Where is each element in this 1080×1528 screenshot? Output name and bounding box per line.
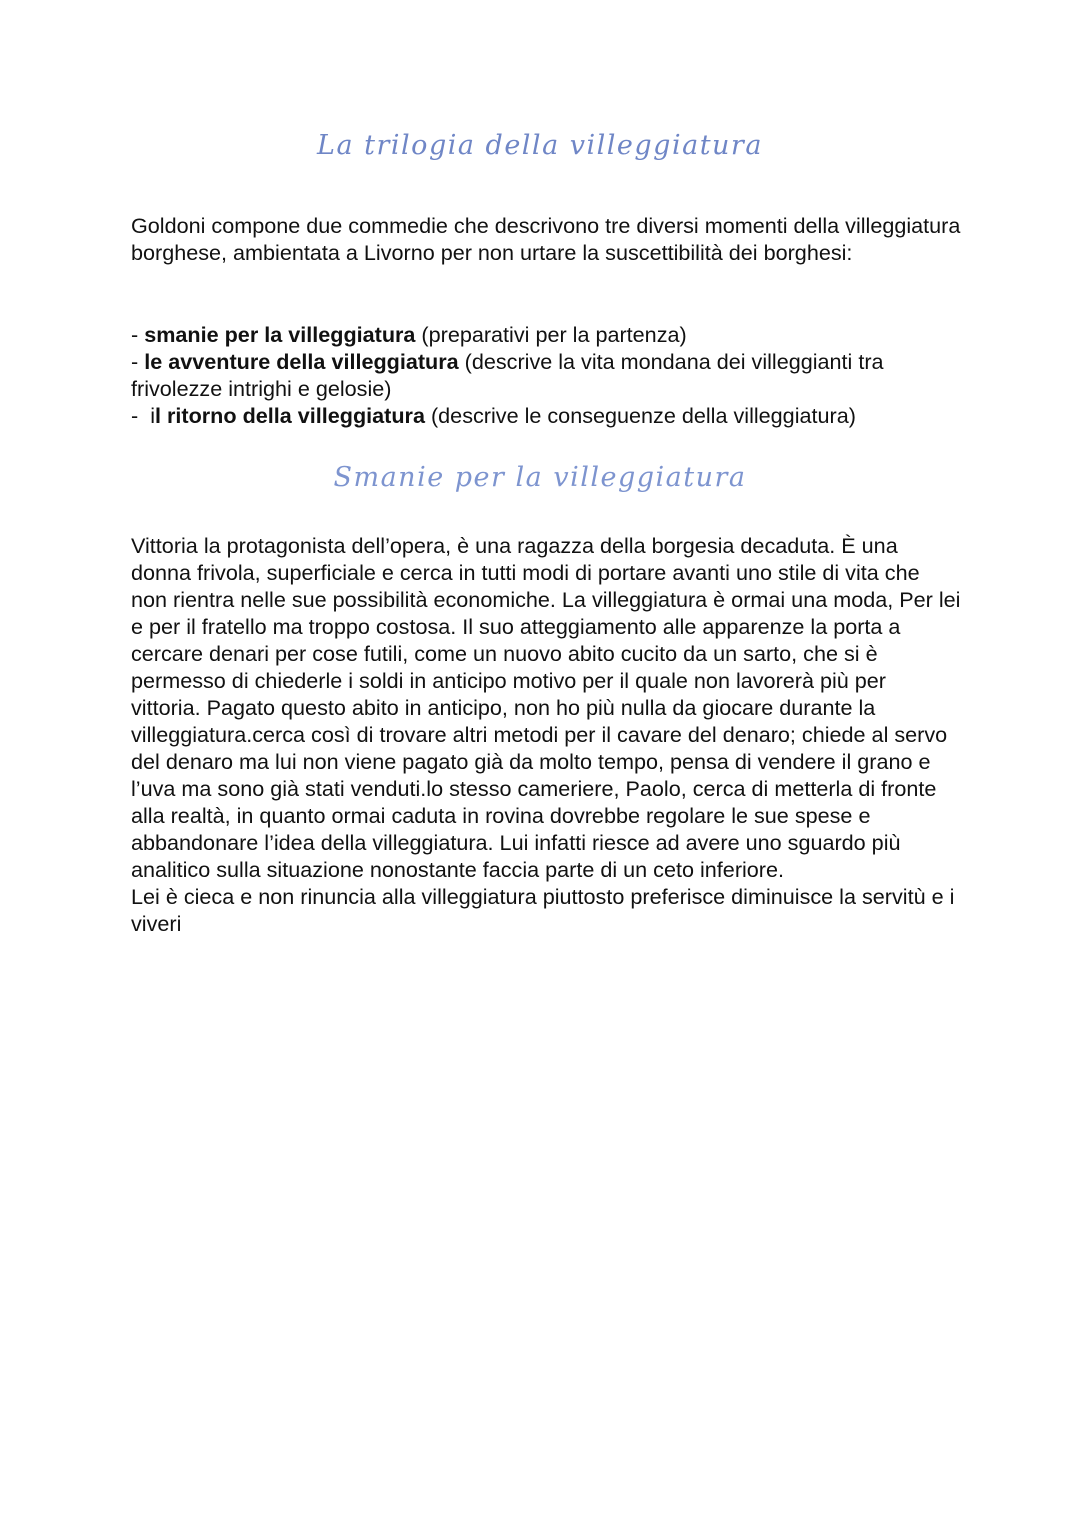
list-item-text: (descrive la vita mondana dei villeggianti tra frivolezze intrighi e gelosie) [131,349,884,401]
list-item-bold: le avventure della villeggiatura [144,349,459,374]
paragraph-text: Vittoria la protagonista dell’opera, è una ragazza della borgesia decaduta. È una donna frivola, superficiale e cerca in tutti modi di portare avanti uno stile di vita che non rientra nelle sue possibilità economiche. La villeggiatura è ormai una moda, Per lei e per il fratello ma troppo costosa. Il suo atteggiamento alle apparenze la porta a cercare denari per cose futili, come un nuovo abito cucito da un sarto, che si è permesso di chiederle i soldi in anticipo motivo per il quale non lavorerà più per vittoria. Pagato questo abito in anticipo, non ho più nulla da giocare durante la villeggiatura.cerca così di trovare altri metodi per il cavare del denaro; chiede al servo del denaro ma lui non viene pagato già da molto tempo, pensa di vendere il grano e l’uva ma sono già stati venduti.lo stesso cameriere, Paolo, cerca di metterla di fronte alla realtà, in quanto ormai caduta in rovina dovrebbe regolare le sue spese e abbandonare l’idea della villeggiatura. Lui infatti riesce ad avere uno sguardo più analitico sulla situazione nonostante faccia parte di un ceto inferiore. [131,533,961,882]
list-item-bold: smanie per la villeggiatura [144,322,416,347]
comedies-list [131,321,961,429]
list-item [131,402,961,429]
list-item-text: (descrive le conseguenze della villeggiatura) [424,403,856,428]
list-item-text: (preparativi per la partenza) [415,322,687,347]
list-item-prefix: - i [131,403,155,428]
list-item [131,321,961,348]
list-item-prefix: - [131,349,145,374]
section-title-trilogia: La trilogia della villeggiatura [317,130,763,161]
vittoria-paragraph [131,532,961,937]
intro-paragraph: Goldoni compone due commedie che descrivono tre diversi momenti della villeggiatura borghese, ambientata a Livorno per non urtare la suscettibilità dei borghesi: [131,213,961,265]
paragraph-text-2: Lei è cieca e non rinuncia alla villeggiatura piuttosto preferisce diminuisce la servitù e i viveri [131,884,955,936]
section-title-smanie: Smanie per la villeggiatura [333,462,747,493]
list-item-bold: l ritorno della villeggiatura [155,403,425,428]
list-item [131,348,961,402]
list-item-prefix: - [131,322,145,347]
